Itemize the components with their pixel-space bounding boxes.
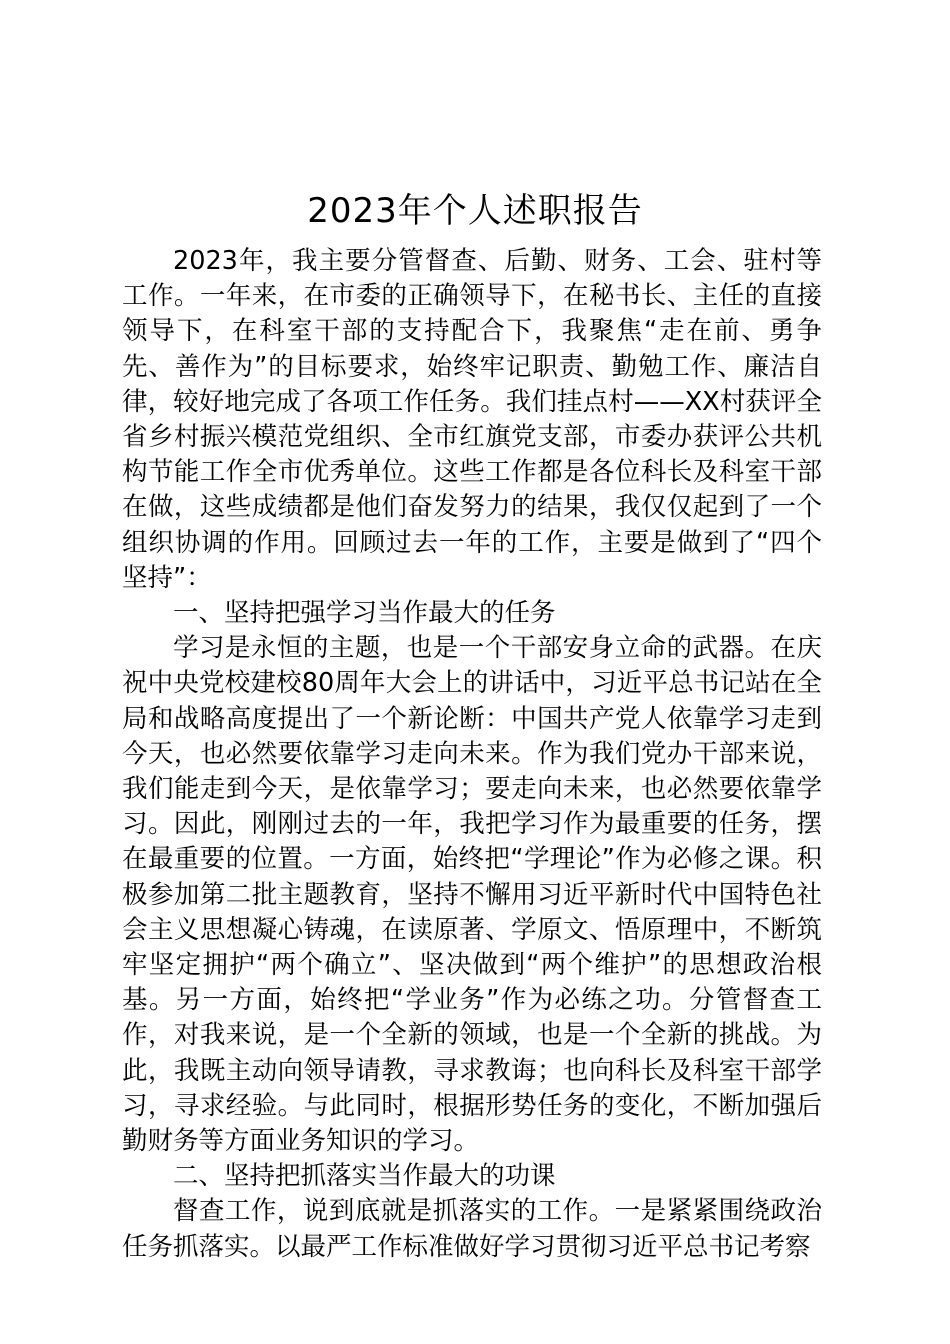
paragraph-study: 学习是永恒的主题，也是一个干部安身立命的武器。在庆祝中央党校建校80周年大会上的讲话中，习近平总书记站在全局和战略高度提出了一个新论断：中国共产党人依靠学习走到今天，也必然要依靠学习走向未来。作为我们党办干部来说，我们能走到今天，是依靠学习；要走向未来，也必然要依靠学习。因此，刚刚过去的一年，我把学习作为最重要的任务，摆在最重要的位置。一方面，始终把“学理论”作为必修之课。积极参加第二批主题教育，坚持不懈用习近平新时代中国特色社会主义思想凝心铸魂，在读原著、学原文、悟原理中，不断筑牢坚定拥护“两个确立”、坚决做到“两个维护”的思想政治根基。另一方面，始终把“学业务”作为必练之功。分管督查工作，对我来说，是一个全新的领域，也是一个全新的挑战。为此，我既主动向领导请教，寻求教诲；也向科长及科室干部学习，寻求经验。与此同时，根据形势任务的变化，不断加强后勤财务等方面业务知识的学习。: [122, 633, 822, 1157]
paragraph-intro: 2023年，我主要分管督查、后勤、财务、工会、驻村等工作。一年来，在市委的正确领导下，在秘书长、主任的直接领导下，在科室干部的支持配合下，我聚焦“走在前、勇争先、善作为”的目标要求，始终牢记职责、勤勉工作、廉洁自律，较好地完成了各项工作任务。我们挂点村——XX村获评全省乡村振兴模范党组织、全市红旗党支部，市委办获评公共机构节能工作全市优秀单位。这些工作都是各位科长及科室干部在做，这些成绩都是他们奋发努力的结果，我仅仅起到了一个组织协调的作用。回顾过去一年的工作，主要是做到了“四个坚持”：: [122, 246, 822, 593]
document-title: 2023年个人述职报告: [307, 191, 643, 231]
document-body: [122, 244, 822, 1265]
section-heading-1: 一、坚持把强学习当作最大的任务: [173, 598, 556, 629]
paragraph-implementation: 督查工作，说到底就是抓落实的工作。一是紧紧围绕政治任务抓落实。以最严工作标准做好学习贯彻习近平总书记考察: [122, 1196, 822, 1262]
section-heading-2: 二、坚持把抓落实当作最大的功课: [173, 1161, 556, 1192]
